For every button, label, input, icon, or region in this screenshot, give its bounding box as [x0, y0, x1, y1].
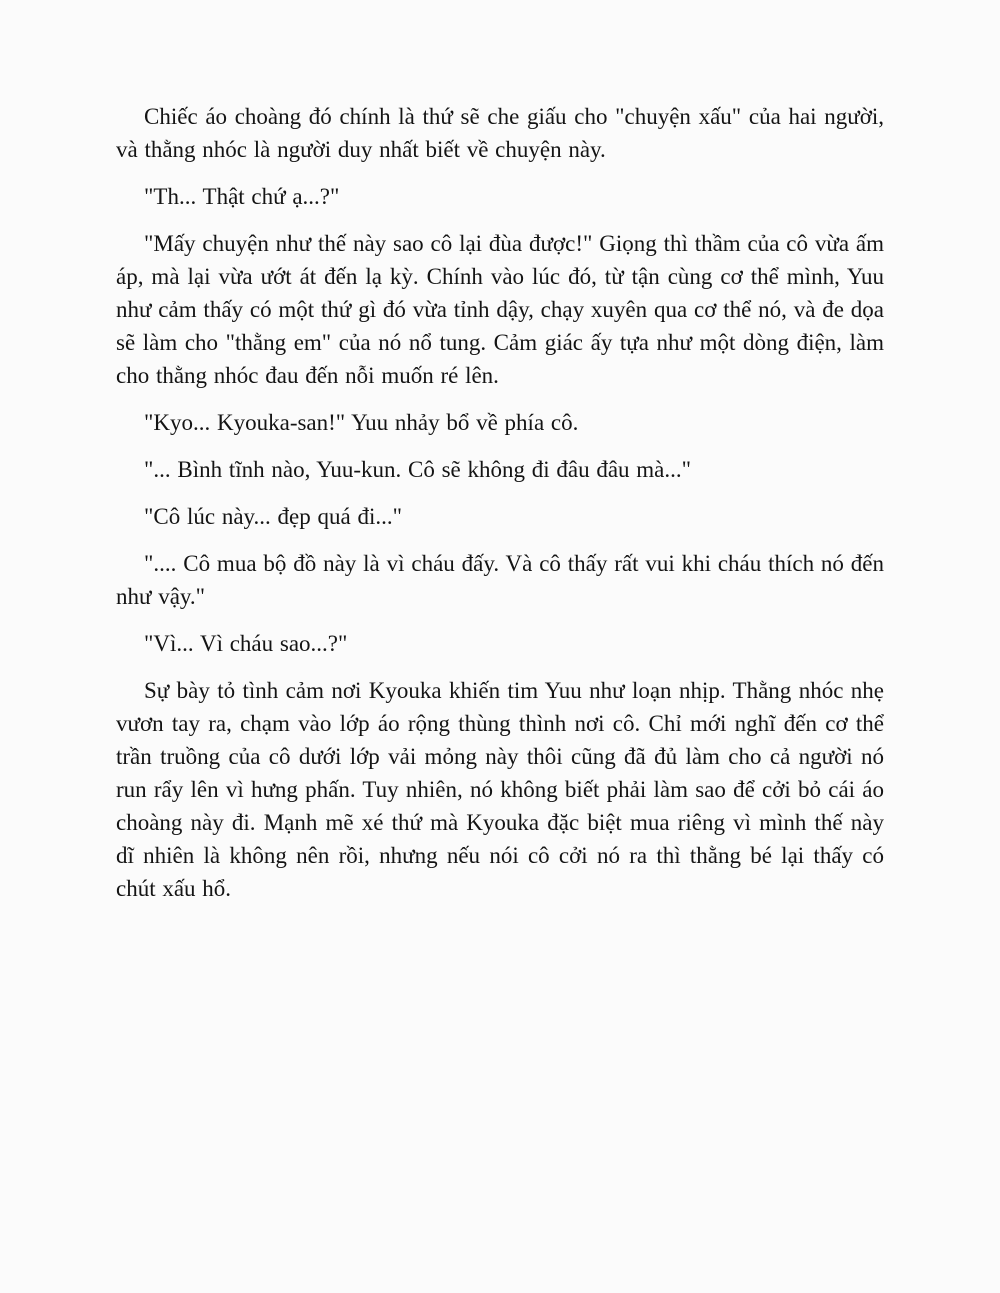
paragraph-dialogue-6: "Vì... Vì cháu sao...?": [144, 631, 348, 656]
paragraph-narration-2: "Mấy chuyện như thế này sao cô lại đùa được!" Giọng thì thầm của cô vừa ấm áp, mà lại vừa ướt át đến lạ kỳ. Chính vào lúc đó, từ tận cùng cơ thể mình, Yuu như cảm thấy có một thứ gì đó vừa tỉnh dậy, chạy xuyên qua cơ thể nó, và đe dọa sẽ làm cho "thằng em" của nó nổ tung. Cảm giác ấy tựa như một dòng điện, làm cho thằng nhóc đau đến nỗi muốn ré lên.: [116, 231, 884, 388]
paragraph-dialogue-3: "... Bình tĩnh nào, Yuu-kun. Cô sẽ không đi đâu đâu mà...": [144, 457, 692, 482]
paragraph-dialogue-1: "Th... Thật chứ ạ...?": [144, 184, 340, 209]
paragraph-dialogue-2: "Kyo... Kyouka-san!" Yuu nhảy bổ về phía cô.: [144, 410, 579, 435]
paragraph-narration-1: Chiếc áo choàng đó chính là thứ sẽ che giấu cho "chuyện xấu" của hai người, và thằng nhóc là người duy nhất biết về chuyện này.: [116, 104, 884, 162]
paragraph-dialogue-4: "Cô lúc này... đẹp quá đi...": [144, 504, 402, 529]
paragraph-narration-3: Sự bày tỏ tình cảm nơi Kyouka khiến tim Yuu như loạn nhịp. Thằng nhóc nhẹ vươn tay ra, chạm vào lớp áo rộng thùng thình nơi cô. Chỉ mới nghĩ đến cơ thể trần truồng của cô dưới lớp vải mỏng này thôi cũng đã đủ làm cho cả người nó run rẩy lên vì hưng phấn. Tuy nhiên, nó không biết phải làm sao để cởi bỏ cái áo choàng này đi. Mạnh mẽ xé thứ mà Kyouka đặc biệt mua riêng vì mình thế này dĩ nhiên là không nên rồi, nhưng nếu nói cô cởi nó ra thì thằng bé lại thấy có chút xấu hổ.: [116, 678, 884, 901]
paragraph-dialogue-5: ".... Cô mua bộ đồ này là vì cháu đấy. Và cô thấy rất vui khi cháu thích nó đến như vậy.": [116, 551, 884, 609]
